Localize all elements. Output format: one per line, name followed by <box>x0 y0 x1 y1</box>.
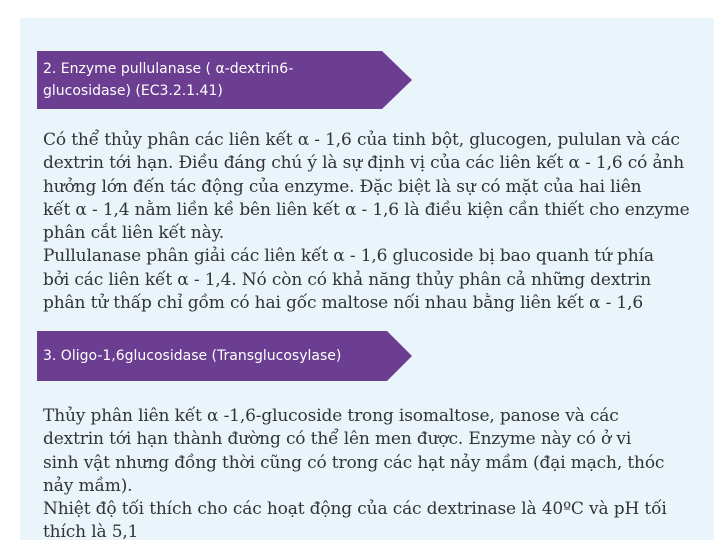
body-line: sinh vật nhưng đồng thời cũng có trong các hạt nảy mầm (đại mạch, thóc <box>43 452 665 473</box>
body-line: bởi các liên kết α - 1,4. Nó còn có khả năng thủy phân cả những dextrin <box>43 269 652 290</box>
body-line: phân cắt liên kết này. <box>43 223 225 244</box>
body-line: Có thể thủy phân các liên kết α - 1,6 của tinh bột, glucogen, pululan và các <box>43 130 680 150</box>
body-line: Pullulanase phân giải các liên kết α - 1,6 glucoside bị bao quanh tứ phía <box>43 246 654 267</box>
section-3-body <box>43 405 703 545</box>
section-3-title: 3. Oligo-1,6glucosidase (Transglucosylase) <box>43 348 342 364</box>
body-line: kết α - 1,4 nằm liền kề bên liên kết α - 1,6 là điều kiện cần thiết cho enzyme <box>43 199 690 220</box>
body-line: nảy mầm). <box>43 475 133 496</box>
section-3-header <box>37 331 412 381</box>
body-line: phân tử thấp chỉ gồm có hai gốc maltose nối nhau bằng liên kết α - 1,6 <box>43 293 644 314</box>
section-2-header <box>37 51 412 109</box>
body-line: thích là 5,1 <box>43 522 139 543</box>
body-line: hưởng lớn đến tác động của enzyme. Đặc biệt là sự có mặt của hai liên <box>43 176 642 197</box>
section-2-body <box>43 129 703 327</box>
section-2-title <box>37 51 412 102</box>
section-2-title-line-1: 2. Enzyme pullulanase ( α-dextrin6- <box>43 61 294 77</box>
body-line: dextrin tới hạn thành đường có thể lên men được. Enzyme này có ở vi <box>43 429 632 450</box>
section-2-title-line-2: glucosidase) (EC3.2.1.41) <box>43 83 223 99</box>
body-line: dextrin tới hạn. Điều đáng chú ý là sự định vị của các liên kết α - 1,6 có ảnh <box>43 153 685 174</box>
body-line: Nhiệt độ tối thích cho các hoạt động của các dextrinase là 40ºC và pH tối <box>43 499 667 520</box>
body-line: Thủy phân liên kết α -1,6-glucoside trong isomaltose, panose và các <box>43 406 619 426</box>
